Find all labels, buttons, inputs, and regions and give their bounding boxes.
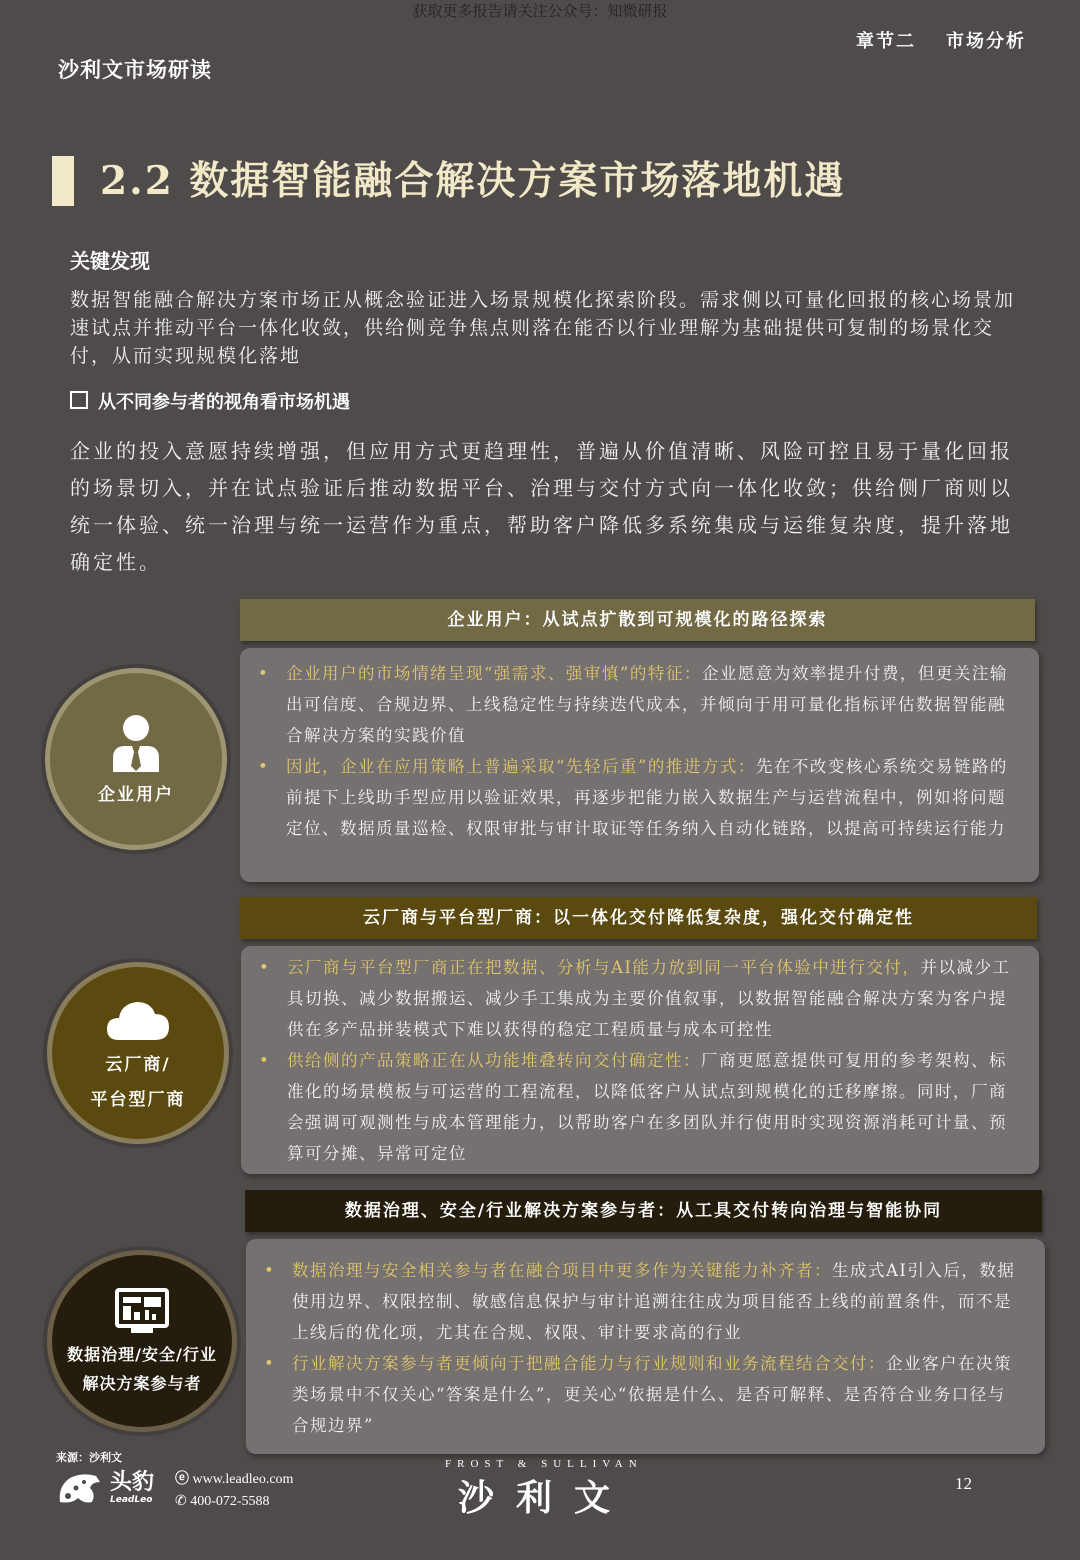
list-item: • 云厂商与平台型厂商正在把数据、分析与AI能力放到同一平台体验中进行交付，并以减少工具切换、减少数据搬运、减少手工集成为主要价值叙事，以数据智能融合解决方案为客户提供在多产品拼装模式下难以获得的稳定工程质量与成本可控性 [241,952,1013,1045]
brand-name: 沙利文市场研读 [58,57,212,82]
section-band-governance: 数据治理、安全/行业解决方案参与者：从工具交付转向治理与智能协同 [245,1190,1042,1232]
checkbox-square-icon [70,391,88,409]
web-icon: ⓔ [175,1472,193,1487]
perspective-heading-text: 从不同参与者的视角看市场机遇 [98,392,350,413]
chapter-label [856,27,1026,53]
circle-label-enterprise: 企业用户 [98,784,174,805]
watermark-text: 获取更多报告请关注公众号：知微研报 [412,2,668,20]
circle-enterprise [45,668,227,850]
logo-cn-text: 头豹 [110,1469,155,1495]
phone-number: 400-072-5588 [190,1494,270,1509]
perspective-heading [70,388,350,414]
circle-label-governance-1: 数据治理/安全/行业 [67,1345,217,1364]
sullivan-logo-text: 沙利文 [458,1477,633,1519]
logo-en-text: LeadLeo [110,1495,153,1505]
frost-sullivan-label: FROST & SULLIVAN [445,1458,643,1470]
circle-cloud [47,962,229,1144]
phone-icon: ✆ [175,1494,191,1509]
dashboard-icon [115,1288,169,1334]
page-title: 2.2 数据智能融合解决方案市场落地机遇 [100,158,846,204]
list-item: • 供给侧的产品策略正在从功能堆叠转向交付确定性：厂商更愿意提供可复用的参考架构、标准化的场景模板与可运营的工程流程，以降低客户从试点到规模化的迁移摩擦。同时，厂商会强调可观测性与成本管理能力，以帮助客户在多团队并行使用时实现资源消耗可计量、预算可分摊、异常可定位 [241,1045,1013,1169]
key-findings-text: 数据智能融合解决方案市场正从概念验证进入场景规模化探索阶段。需求侧以可量化回报的核心场景加速试点并推动平台一体化收敛，供给侧竞争焦点则落在能否以行业理解为基础提供可复制的场景化交付，从而实现规模化落地 [70,289,1016,367]
chapter-section: 市场分析 [946,31,1026,52]
section-panel-cloud [241,946,1039,1174]
page-number: 12 [955,1474,972,1493]
website-link[interactable]: www.leadleo.com [192,1472,294,1487]
circle-label-cloud-1: 云厂商/ [105,1055,171,1075]
leadleo-logo [56,1468,154,1508]
circle-label-governance-2: 解决方案参与者 [82,1374,202,1393]
circle-governance [47,1250,237,1432]
perspective-intro: 企业的投入意愿持续增强，但应用方式更趋理性，普遍从价值清晰、风险可控且易于量化回报的场景切入，并在试点验证后推动数据平台、治理与交付方式向一体化收敛；供给侧厂商则以统一体验、统一治理与统一运营作为重点，帮助客户降低多系统集成与运维复杂度，提升落地确定性。 [70,439,1013,574]
section-panel-governance [246,1239,1045,1454]
section-band-cloud: 云厂商与平台型厂商：以一体化交付降低复杂度，强化交付确定性 [240,897,1037,939]
user-icon [111,714,161,772]
section-band-enterprise: 企业用户：从试点扩散到可规模化的路径探索 [240,599,1035,641]
list-item: • 因此，企业在应用策略上普遍采取“先轻后重”的推进方式：先在不改变核心系统交易链路的前提下上线助手型应用以验证效果，再逐步把能力嵌入数据生产与运营流程中，例如将问题定位、数据质量巡检、权限审批与审计取证等任务纳入自动化链路，以提高可持续运行能力 [240,751,1013,844]
circle-label-cloud-2: 平台型厂商 [90,1090,186,1110]
title-accent-bar [52,156,74,206]
key-findings-label: 关键发现 [70,249,150,273]
section-panel-enterprise [240,648,1039,882]
chapter-number: 章节二 [856,31,916,52]
source-note: 来源：沙利文 [56,1451,122,1464]
leopard-logo-icon [56,1468,102,1508]
cloud-icon [105,996,171,1042]
contact-info [175,1469,293,1513]
list-item: • 企业用户的市场情绪呈现“强需求、强审慎”的特征：企业愿意为效率提升付费，但更关注输出可信度、合规边界、上线稳定性与持续迭代成本，并倾向于用可量化指标评估数据智能融合解决方案的实践价值 [240,658,1013,751]
list-item: • 行业解决方案参与者更倾向于把融合能力与行业规则和业务流程结合交付：企业客户在决策类场景中不仅关心“答案是什么”，更关心“依据是什么、是否可解释、是否符合业务口径与合规边界” [246,1348,1019,1441]
list-item: • 数据治理与安全相关参与者在融合项目中更多作为关键能力补齐者：生成式AI引入后，数据使用边界、权限控制、敏感信息保护与审计追溯往往成为项目能否上线的前置条件，而不是上线后的优化项，尤其在合规、权限、审计要求高的行业 [246,1255,1019,1348]
